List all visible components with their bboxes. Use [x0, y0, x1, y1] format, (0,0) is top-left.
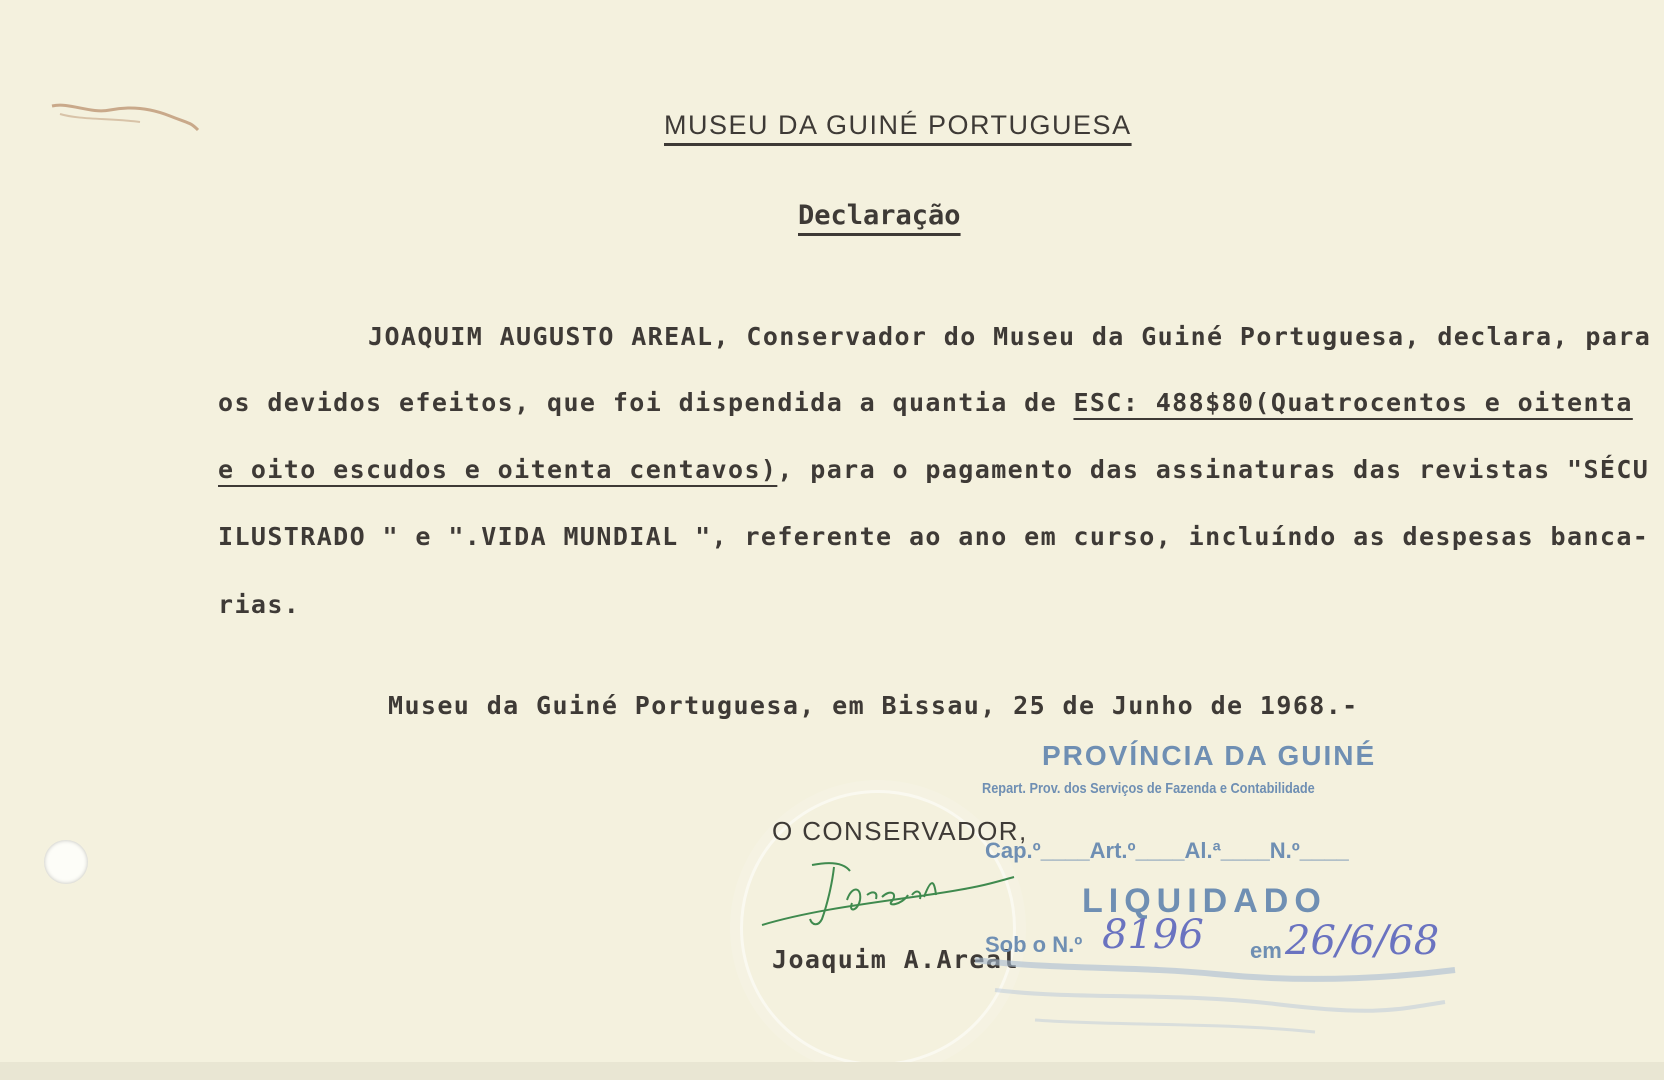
stamp-date: 26/6/68	[1285, 918, 1440, 964]
stamp-department: Repart. Prov. dos Serviços de Fazenda e Contabilidade	[982, 780, 1315, 797]
amount-text: ESC: 488$80(Quatrocentos e oitenta	[1073, 388, 1633, 417]
paragraph-line-4: ILUSTRADO " e ".VIDA MUNDIAL ", referente ao ano em curso, incluíndo as despesas banca-	[218, 522, 1650, 551]
document-title: MUSEU DA GUINÉ PORTUGUESA	[664, 110, 1132, 140]
paragraph-line-3: e oito escudos e oitenta centavos), para o pagamento das assinaturas das revistas "SÉCU	[218, 455, 1650, 484]
stamp-fields: Cap.º____Art.º____Al.ª____N.º____	[985, 838, 1349, 863]
document-heading: Declaração	[798, 200, 961, 231]
torn-edge-mark	[50, 100, 200, 138]
stamp-number: 8196	[1102, 912, 1204, 958]
stamp-date-prefix: em	[1250, 938, 1282, 963]
paper-edge	[0, 1062, 1664, 1080]
punch-hole	[44, 840, 88, 884]
amount-words: e oito escudos e oitenta centavos)	[218, 455, 778, 484]
stamp-status: LIQUIDADO	[1082, 882, 1327, 920]
stamp-province: PROVÍNCIA DA GUINÉ	[1042, 740, 1377, 771]
signatory-title: O CONSERVADOR,	[772, 816, 1028, 846]
stamp-ink-smudge	[975, 930, 1475, 1050]
signatory-name: Joaquim A.Areal	[772, 945, 1019, 974]
paragraph-line-5: rias.	[218, 590, 301, 619]
paragraph-line-2: os devidos efeitos, que foi dispendida a quantia de ESC: 488$80(Quatrocentos e oitenta	[218, 388, 1633, 417]
stamp-number-prefix: Sob o N.º	[985, 932, 1083, 957]
paragraph-line-1: JOAQUIM AUGUSTO AREAL, Conservador do Museu da Guiné Portuguesa, declara, para	[368, 322, 1652, 351]
place-and-date: Museu da Guiné Portuguesa, em Bissau, 25 de Junho de 1968.-	[388, 691, 1359, 720]
